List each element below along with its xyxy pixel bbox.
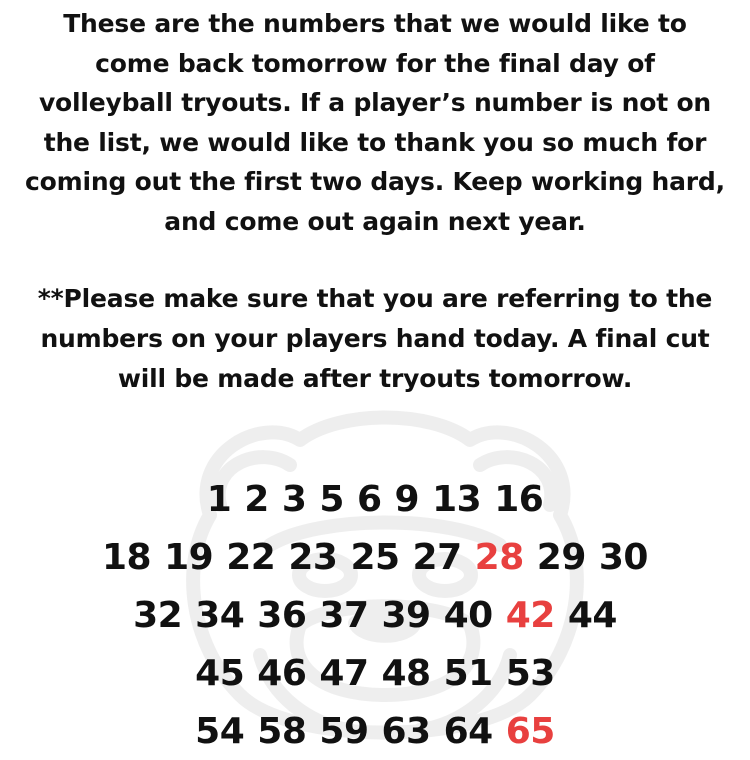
player-number: 5 [319,478,344,520]
player-number: 45 [195,652,245,694]
number-row [0,528,750,586]
player-number: 30 [598,536,648,578]
number-row [0,586,750,644]
player-number: 25 [350,536,400,578]
player-number: 29 [536,536,586,578]
number-row [0,470,750,528]
player-number: 40 [443,594,493,636]
player-number: 58 [257,710,307,752]
player-number-highlighted: 28 [474,536,524,578]
player-number: 16 [494,478,544,520]
player-number: 18 [102,536,152,578]
player-number: 59 [319,710,369,752]
player-number: 1 [206,478,232,520]
player-number: 32 [133,594,183,636]
player-number: 44 [567,594,617,636]
player-number: 13 [432,478,482,520]
player-number: 63 [381,710,431,752]
player-number-highlighted: 65 [505,710,555,752]
number-row [0,644,750,702]
player-number: 53 [505,652,555,694]
player-number: 22 [226,536,276,578]
player-number: 48 [381,652,431,694]
player-number: 47 [319,652,369,694]
player-number: 9 [394,478,420,520]
callback-number-list [0,470,750,760]
player-number: 2 [244,478,269,520]
player-number: 19 [164,536,214,578]
announcement-text: These are the numbers that we would like to come back tomorrow for the final day of volleyball tryouts. If a player’s number is not on the list, we would like to thank you so much for coming out the first two days. Keep working hard, and come out again next year. [25,9,725,236]
player-number: 37 [319,594,369,636]
player-number: 23 [288,536,338,578]
player-number: 46 [257,652,307,694]
player-number: 6 [356,478,382,520]
player-number: 64 [443,710,493,752]
player-number: 3 [281,478,307,520]
player-number: 54 [195,710,245,752]
number-row [0,702,750,760]
player-number-highlighted: 42 [505,594,555,636]
player-number: 51 [443,652,493,694]
player-number: 34 [195,594,245,636]
player-number: 36 [257,594,307,636]
player-number: 27 [412,536,462,578]
reminder-note: **Please make sure that you are referring to the numbers on your players hand today. A final cut will be made after tryouts tomorrow. [37,284,713,393]
player-number: 39 [381,594,431,636]
